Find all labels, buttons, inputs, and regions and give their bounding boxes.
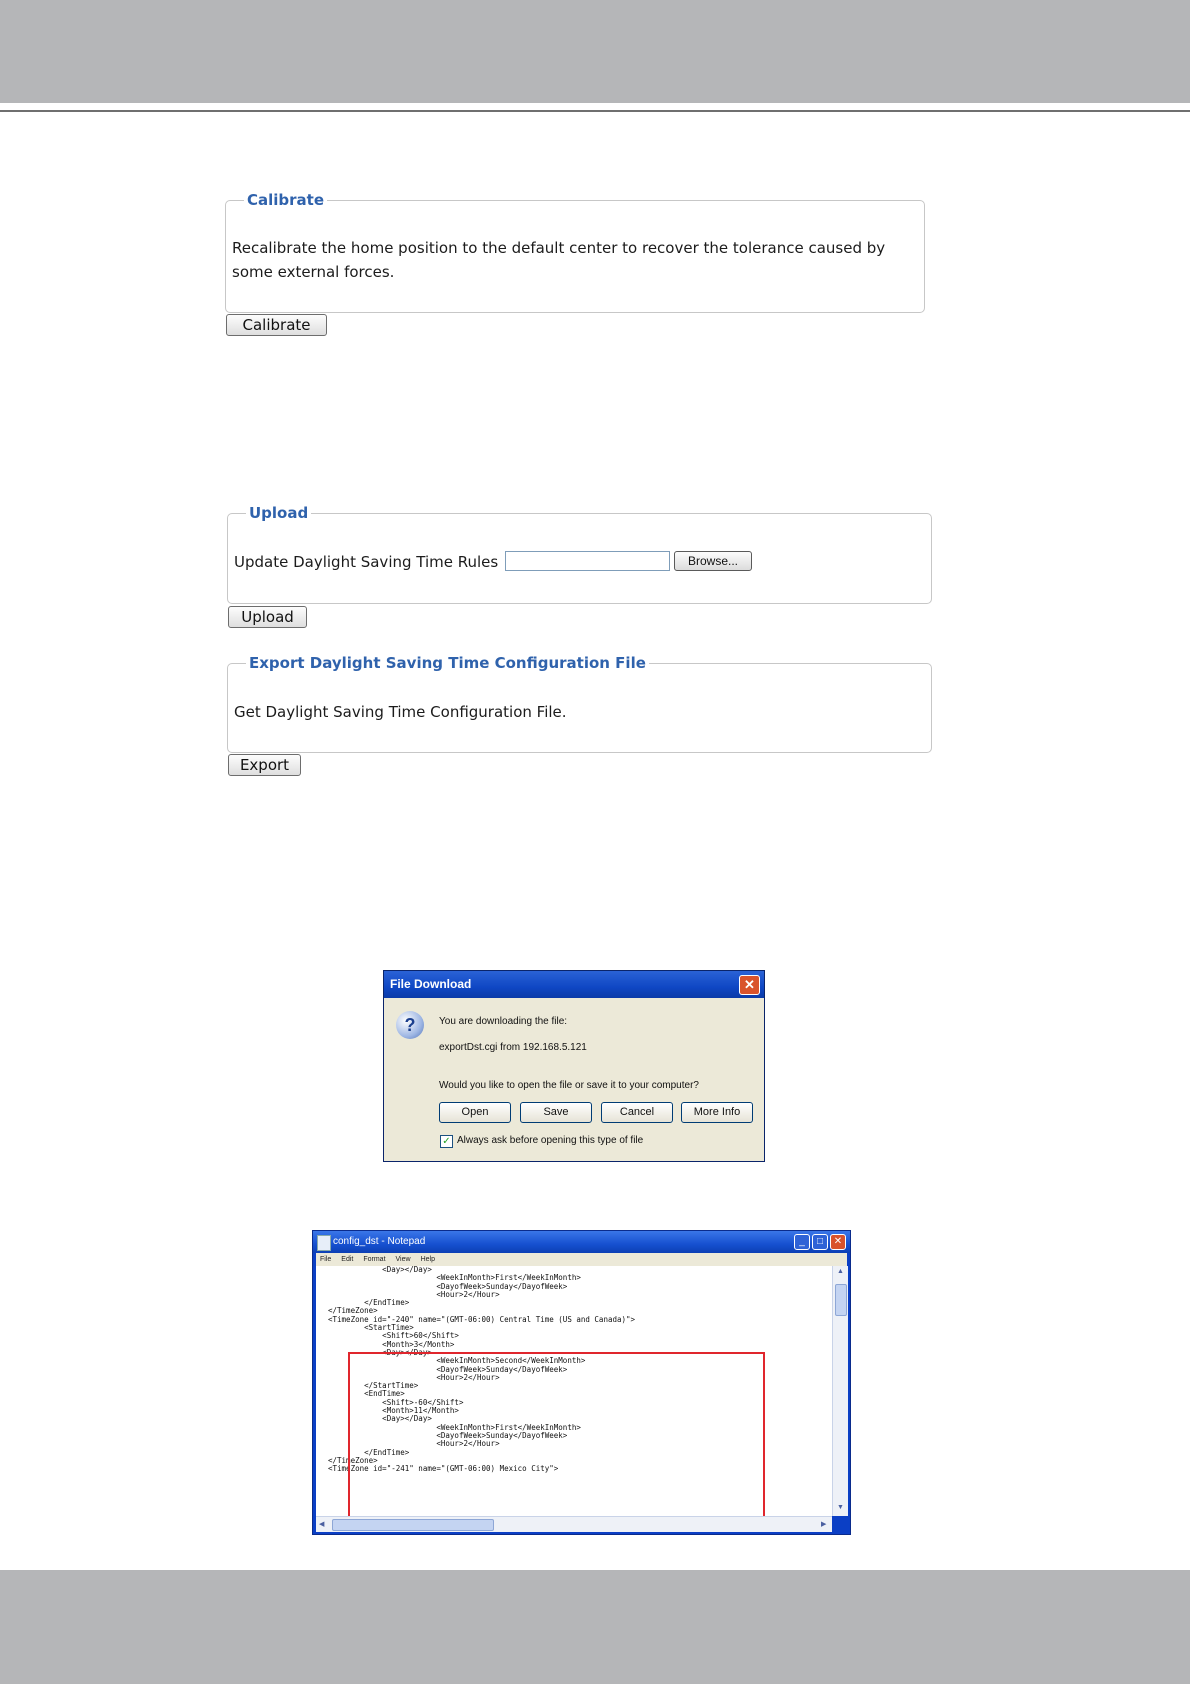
- menu-help[interactable]: Help: [420, 1256, 435, 1263]
- notepad-app-icon: [317, 1235, 331, 1251]
- more-info-button[interactable]: More Info: [681, 1102, 753, 1123]
- close-icon[interactable]: ✕: [830, 1234, 846, 1250]
- scroll-left-icon[interactable]: ◀: [319, 1521, 325, 1528]
- vertical-scroll-thumb[interactable]: [835, 1284, 847, 1316]
- minimize-icon[interactable]: _: [794, 1234, 810, 1250]
- scroll-up-icon[interactable]: ▲: [837, 1268, 844, 1275]
- scroll-down-icon[interactable]: ▼: [837, 1504, 844, 1511]
- dialog-line-2: exportDst.cgi from 192.168.5.121: [439, 1042, 587, 1053]
- calibrate-description: Recalibrate the home position to the default center to recover the tolerance caused by some external forces.: [232, 239, 886, 281]
- menu-format[interactable]: Format: [363, 1256, 386, 1263]
- dialog-title-bar: [384, 971, 764, 998]
- open-button[interactable]: Open: [439, 1102, 511, 1123]
- browse-button[interactable]: Browse...: [674, 551, 752, 571]
- notepad-window: [312, 1230, 851, 1535]
- dialog-question: Would you like to open the file or save it to your computer?: [439, 1080, 699, 1091]
- calibrate-button[interactable]: Calibrate: [226, 314, 327, 336]
- calibrate-legend: Calibrate: [247, 191, 325, 209]
- cancel-button[interactable]: Cancel: [601, 1102, 673, 1123]
- vertical-scrollbar[interactable]: [832, 1266, 848, 1516]
- upload-legend: Upload: [249, 504, 309, 522]
- dialog-line-1: You are downloading the file:: [439, 1016, 568, 1027]
- export-legend: Export Daylight Saving Time Configuration File: [249, 654, 646, 672]
- notepad-menu-bar: [316, 1253, 847, 1266]
- config-file-content: <Day></Day> <WeekInMonth>First</WeekInMonth> <DayofWeek>Sunday</DayofWeek> <Hour>2</Hour> </EndTime> </TimeZone> <TimeZone id="-240" name="(GMT-06:00) Central Time (US and Canada)"> <StartTime> <Shift>60</Shift> <Month>3</Month> <Day></Day> <WeekInMonth>Second</WeekInMonth> <DayofWeek>Sunday</DayofWeek> <Hour>2</Hour> </StartTime> <EndTime> <Shift>-60</Shift> <Month>11</Month> <Day></Day> <WeekInMonth>First</WeekInMonth> <DayofWeek>Sunday</DayofWeek> <Hour>2</Hour> </EndTime> </TimeZone> <TimeZone id="-241" name="(GMT-06:00) Mexico City">: [328, 1266, 636, 1474]
- question-icon: ?: [396, 1011, 424, 1039]
- horizontal-scroll-thumb[interactable]: [332, 1519, 494, 1531]
- dst-rules-file-input[interactable]: [505, 551, 670, 571]
- file-download-dialog: [383, 970, 765, 1162]
- always-ask-label: Always ask before opening this type of file: [457, 1135, 644, 1146]
- upload-button[interactable]: Upload: [228, 606, 307, 628]
- close-icon[interactable]: ✕: [739, 975, 760, 995]
- horizontal-scrollbar[interactable]: [316, 1516, 832, 1532]
- header-divider: [0, 110, 1190, 112]
- notepad-title-bar: [313, 1231, 850, 1253]
- notepad-text-area[interactable]: [316, 1266, 832, 1516]
- export-description: Get Daylight Saving Time Configuration File.: [234, 703, 567, 721]
- maximize-icon[interactable]: □: [812, 1234, 828, 1250]
- save-button[interactable]: Save: [520, 1102, 592, 1123]
- page-footer-band: [0, 1570, 1190, 1684]
- always-ask-checkbox[interactable]: ✓: [440, 1135, 453, 1148]
- timezone-highlight-box: [348, 1352, 765, 1516]
- menu-edit[interactable]: Edit: [341, 1256, 354, 1263]
- export-button[interactable]: Export: [228, 754, 301, 776]
- menu-file[interactable]: File: [320, 1256, 332, 1263]
- page-header-band: [0, 0, 1190, 103]
- menu-view[interactable]: View: [395, 1256, 411, 1263]
- notepad-title: config_dst - Notepad: [333, 1236, 426, 1247]
- upload-label: Update Daylight Saving Time Rules: [234, 553, 499, 571]
- scroll-right-icon[interactable]: ▶: [821, 1521, 827, 1528]
- dialog-title: File Download: [390, 977, 472, 991]
